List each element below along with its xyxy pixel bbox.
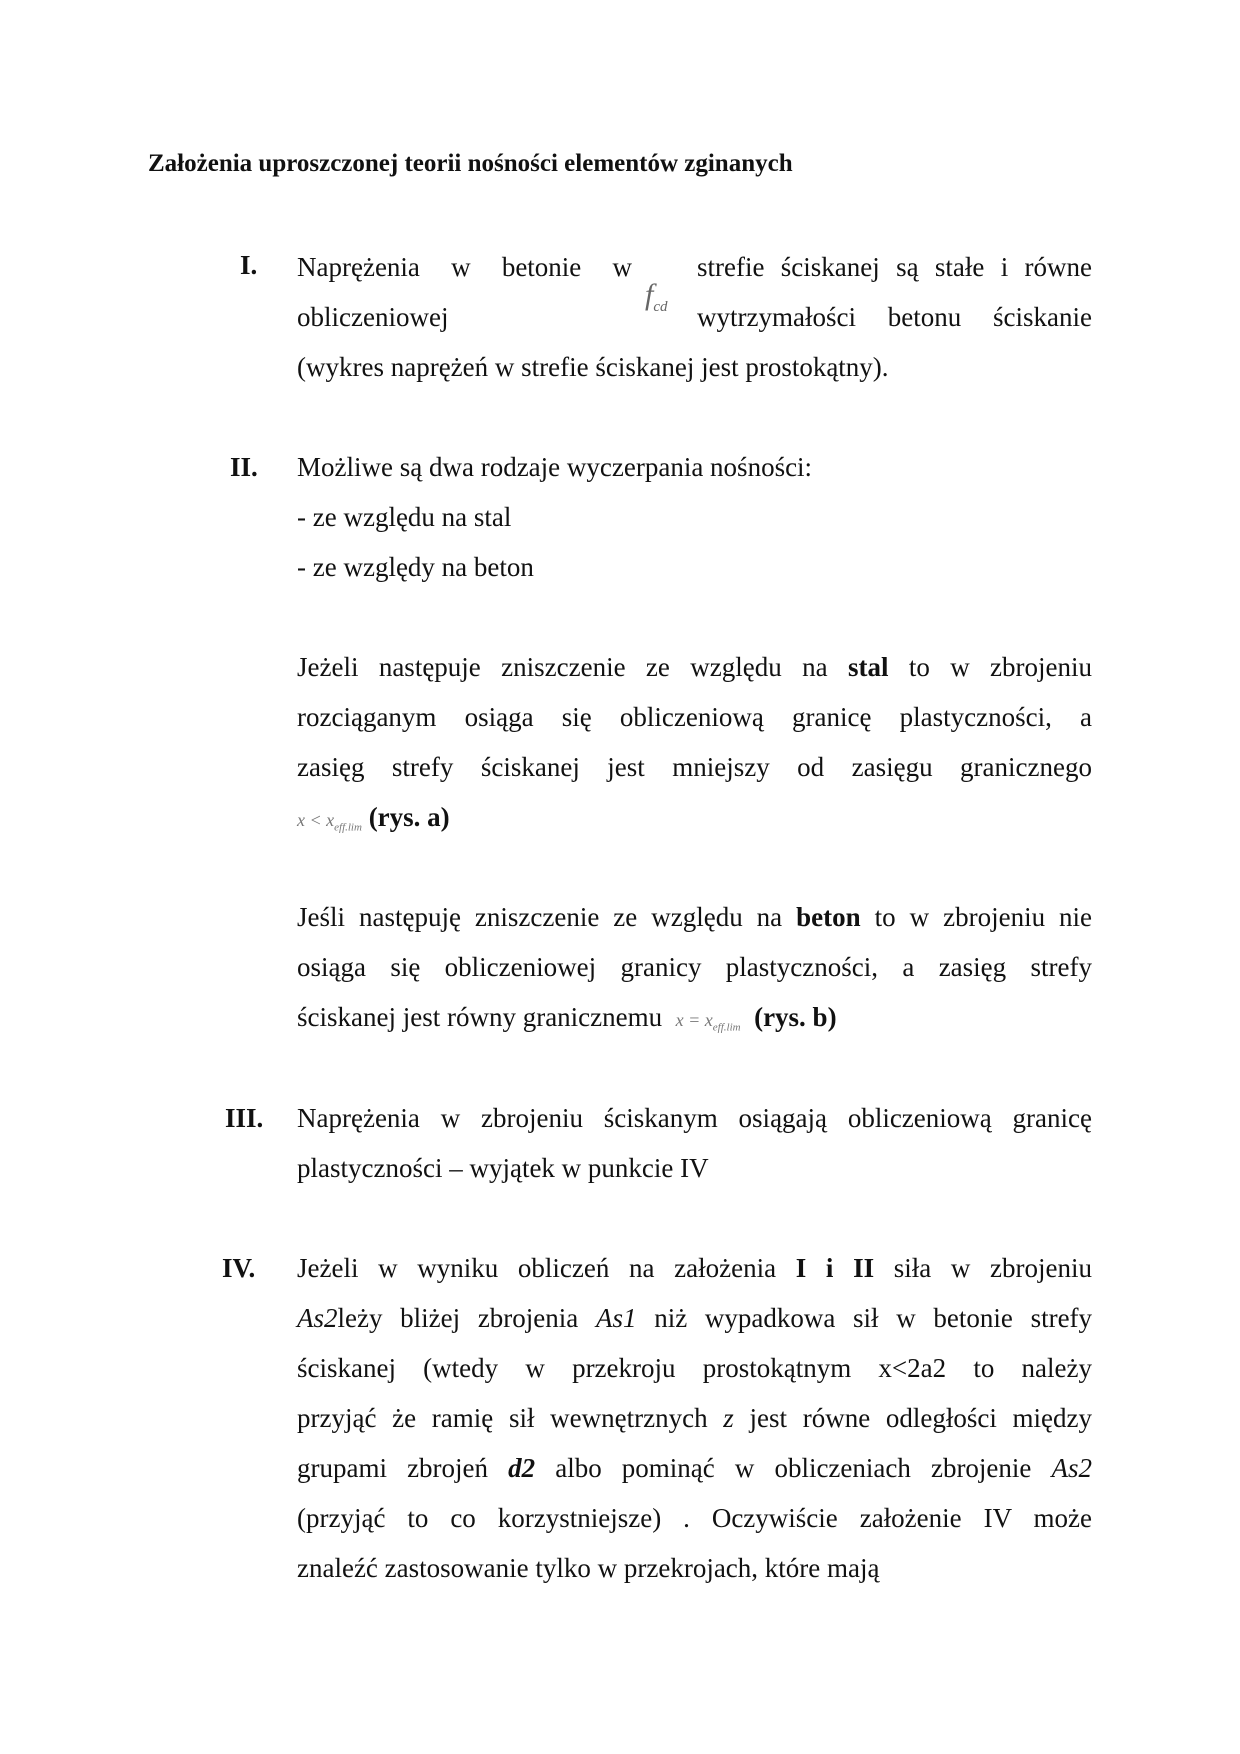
section-numeral-I: I. — [240, 250, 258, 280]
text: grupami zbrojeń — [297, 1453, 489, 1483]
section-II-para1-line-4 — [297, 802, 1092, 843]
section-numeral-III: III. — [225, 1103, 264, 1133]
text: przyjąć że ramię sił wewnętrznych — [297, 1403, 708, 1433]
formula-fcd — [645, 278, 668, 316]
formula-x-eq-xefflim — [675, 1010, 741, 1034]
formula-text: x = x — [675, 1010, 713, 1030]
text: Jeśli następuję zniszczenie ze względu na — [297, 902, 783, 932]
text: albo pominąć w obliczeniach zbrojenie — [555, 1453, 1032, 1483]
text: strefie ściskanej są stałe i równe — [697, 252, 1092, 282]
symbol-z: z — [723, 1403, 734, 1433]
list-item: - ze względy na beton — [297, 552, 534, 582]
section-numeral-IV: IV. — [222, 1253, 256, 1283]
formula-subscript: eff.lim — [712, 1021, 741, 1034]
text: niż wypadkowa sił w betonie strefy — [654, 1303, 1093, 1333]
section-III-line-2: plastyczności – wyjątek w punkcie IV — [297, 1153, 709, 1183]
text: obliczeniowej — [297, 302, 449, 332]
bold-term: beton — [796, 902, 861, 932]
formula-text: x < x — [297, 810, 335, 830]
text: leży bliżej zbrojenia — [337, 1303, 579, 1333]
text: siła w zbrojeniu — [893, 1253, 1092, 1283]
symbol-d2: d2 — [508, 1453, 536, 1483]
text: to w zbrojeniu — [908, 652, 1093, 682]
section-numeral-II: II. — [230, 452, 258, 482]
section-II-para2-line-1 — [297, 902, 1092, 932]
section-IV-line-6: (przyjąć to co korzystniejsze) . Oczywiście założenie IV może — [297, 1503, 1092, 1533]
figure-reference: (rys. b) — [754, 1002, 837, 1032]
symbol-As2: As2 — [297, 1303, 338, 1333]
section-IV-line-2 — [297, 1303, 1092, 1333]
text: ściskanej jest równy granicznemu — [297, 1002, 663, 1032]
section-IV-line-5 — [297, 1453, 1092, 1483]
section-II-para2-line-2: osiąga się obliczeniowej granicy plastyczności, a zasięg strefy — [297, 952, 1092, 982]
document-title: Założenia uproszczonej teorii nośności elementów zginanych — [148, 150, 793, 177]
section-I-line-3: (wykres naprężeń w strefie ściskanej jest prostokątny). — [297, 352, 889, 382]
text: Jeżeli następuje zniszczenie ze względu na — [297, 652, 828, 682]
section-III-line-1: Naprężenia w zbrojeniu ściskanym osiągają obliczeniową granicę — [297, 1103, 1092, 1133]
section-II-para2-line-3 — [297, 1002, 1092, 1043]
section-IV-line-4 — [297, 1403, 1092, 1433]
section-IV-line-7: znaleźć zastosowanie tylko w przekrojach, które mają — [297, 1553, 880, 1583]
formula-symbol: f — [645, 278, 654, 311]
symbol-As1: As1 — [595, 1303, 637, 1333]
section-II-para1-line-2: rozciąganym osiąga się obliczeniową granicę plastyczności, a — [297, 702, 1092, 732]
section-II-para1-line-1 — [297, 652, 1092, 682]
section-II-para1-line-3: zasięg strefy ściskanej jest mniejszy od zasięgu granicznego — [297, 752, 1092, 782]
list-item: - ze względu na stal — [297, 502, 512, 532]
section-IV-line-1 — [297, 1253, 1092, 1283]
formula-x-lt-xefflim — [297, 810, 362, 834]
text: Naprężenia w betonie w — [297, 252, 632, 282]
symbol-As2: As2 — [1051, 1453, 1092, 1483]
text: to w zbrojeniu nie — [874, 902, 1093, 932]
text: Jeżeli w wyniku obliczeń na założenia — [297, 1253, 777, 1283]
section-II-intro: Możliwe są dwa rodzaje wyczerpania nośności: — [297, 452, 813, 482]
formula-subscript: cd — [653, 299, 668, 315]
text: wytrzymałości betonu ściskanie — [697, 302, 1092, 332]
formula-subscript: eff.lim — [334, 821, 362, 834]
text: jest równe odległości między — [749, 1403, 1093, 1433]
bold-term: stal — [847, 652, 889, 682]
figure-reference: (rys. a) — [368, 802, 450, 832]
bold-term: I i II — [795, 1253, 875, 1283]
section-IV-line-3: ściskanej (wtedy w przekroju prostokątnym x<2a2 to należy — [297, 1353, 1092, 1383]
